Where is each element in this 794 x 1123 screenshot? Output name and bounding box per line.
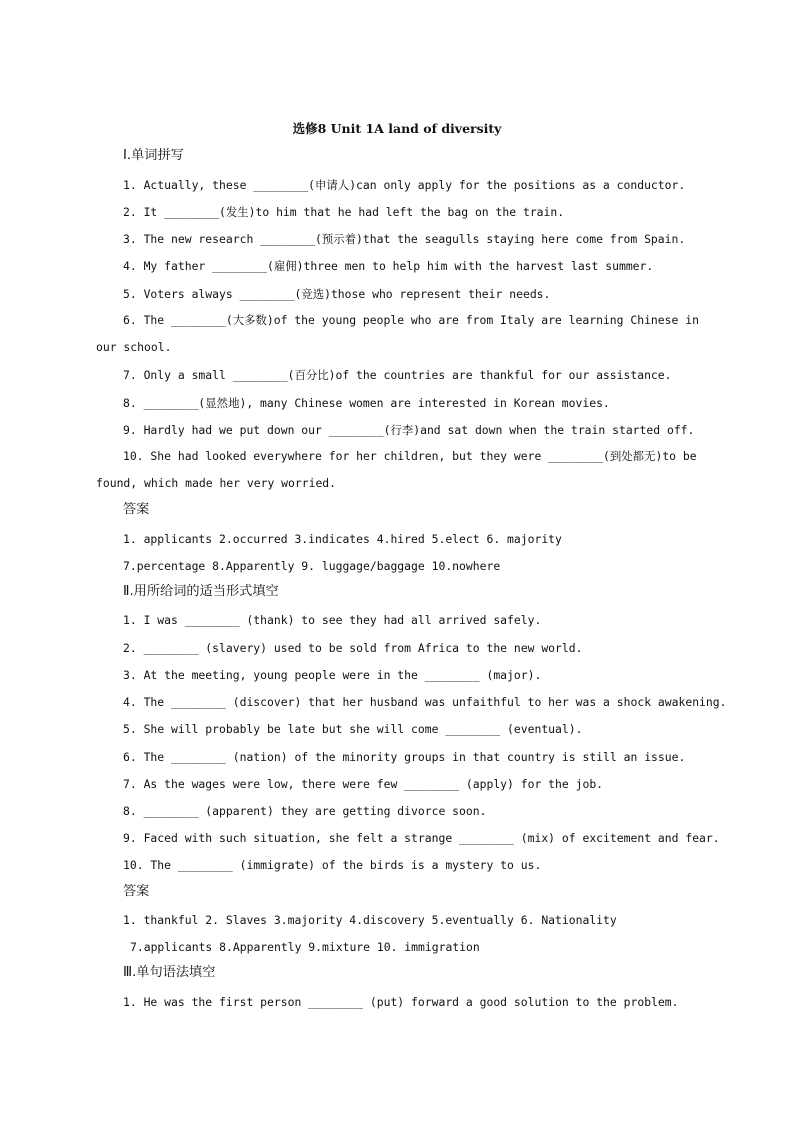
s2-answers-1: 1. thankful 2. Slaves 3.majority 4.discovery 5.eventually 6. Nationality	[123, 913, 617, 927]
s2-item-8: 8. ________ (apparent) they are getting divorce soon.	[123, 804, 487, 818]
s1-answers-2: 7.percentage 8.Apparently 9. luggage/baggage 10.nowhere	[123, 559, 501, 573]
s1-item-3: 3. The new research ________(预示着)that the seagulls staying here come from Spain.	[123, 232, 686, 246]
s1-item-4: 4. My father ________(雇佣)three men to help him with the harvest last summer.	[123, 259, 654, 273]
s2-item-5: 5. She will probably be late but she will come ________ (eventual).	[123, 722, 583, 736]
s2-item-10: 10. The ________ (immigrate) of the birds is a mystery to us.	[123, 858, 542, 872]
s2-item-3: 3. At the meeting, young people were in the ________ (major).	[123, 668, 542, 682]
s2-item-9: 9. Faced with such situation, she felt a strange ________ (mix) of excitement and fear.	[123, 831, 720, 845]
s2-item-4: 4. The ________ (discover) that her husband was unfaithful to her was a shock awakening.	[123, 695, 727, 709]
s1-item-9: 9. Hardly had we put down our ________(行李)and sat down when the train started off.	[123, 423, 695, 437]
s1-item-8: 8. ________(显然地), many Chinese women are interested in Korean movies.	[123, 396, 610, 410]
s1-item-2: 2. It ________(发生)to him that he had left the bag on the train.	[123, 205, 565, 219]
section1-heading: Ⅰ.单词拼写	[123, 148, 184, 163]
s3-item-1: 1. He was the first person ________ (put) forward a good solution to the problem.	[123, 995, 679, 1009]
section2-heading: Ⅱ.用所给词的适当形式填空	[123, 584, 279, 599]
section3-heading: Ⅲ.单句语法填空	[123, 965, 216, 980]
s2-item-7: 7. As the wages were low, there were few ________ (apply) for the job.	[123, 777, 604, 791]
s1-item-6: 6. The ________(大多数)of the young people who are from Italy are learning Chinese in our school.	[96, 313, 699, 354]
page-title: 选修8 Unit 1A land of diversity	[292, 121, 502, 136]
s1-item-10: 10. She had looked everywhere for her children, but they were ________(到处都无)to be found, which made her very worried.	[96, 449, 697, 490]
s2-answer-label: 答案	[123, 884, 150, 899]
s2-answers-2: 7.applicants 8.Apparently 9.mixture 10. immigration	[130, 940, 480, 954]
s1-item-5: 5. Voters always ________(竞选)those who represent their needs.	[123, 287, 551, 301]
s2-item-2: 2. ________ (slavery) used to be sold from Africa to the new world.	[123, 641, 583, 655]
s2-item-6: 6. The ________ (nation) of the minority groups in that country is still an issue.	[123, 750, 686, 764]
s2-item-1: 1. I was ________ (thank) to see they had all arrived safely.	[123, 613, 542, 627]
s1-item-1: 1. Actually, these ________(申请人)can only apply for the positions as a conductor.	[123, 178, 686, 192]
s1-answers-1: 1. applicants 2.occurred 3.indicates 4.hired 5.elect 6. majority	[123, 532, 562, 546]
s1-answer-label: 答案	[123, 502, 150, 517]
s1-item-7: 7. Only a small ________(百分比)of the countries are thankful for our assistance.	[123, 368, 672, 382]
